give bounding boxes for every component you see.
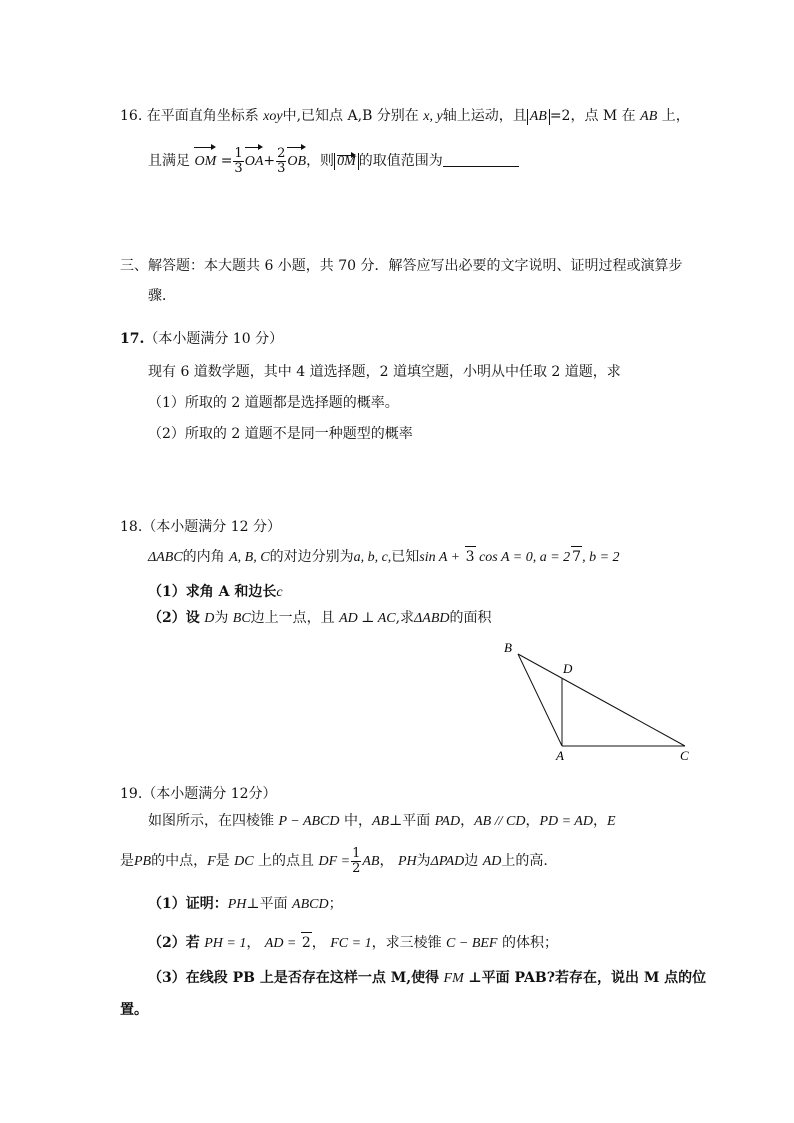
q16-line2: 且满足 OM = $\frac{1}{3}$ OA+ $\frac{2}{3}$ OB，则 0M 的取值范围为 <box>148 145 519 178</box>
vector-oa: OA <box>245 146 264 178</box>
fraction-one-half: $\frac{1}{2}$ <box>352 845 361 876</box>
triangle-figure <box>500 638 700 762</box>
edge-ba <box>518 654 562 746</box>
abs-om: 0M <box>334 153 359 170</box>
q19-part3: （3）在线段 PB 上是否存在这样一点 M,使得 FM ⊥平面 PAB?若存在，说出 M 点的位 <box>148 970 707 986</box>
q19-part3-cont: 置。 <box>120 1002 148 1018</box>
abs-ab: AB <box>527 109 550 125</box>
q18-part2: （2）设 D为 BC边上一点，且 AD ⊥ AC,求ΔABD的面积 <box>148 610 492 626</box>
section3-heading-cont: 骤． <box>148 288 176 304</box>
vector-ob: OB <box>287 146 306 178</box>
q16-number: 16. <box>120 108 143 124</box>
sqrt-7: 7 <box>571 546 582 567</box>
q19-part1: （1）证明：PH⊥平面 ABCD； <box>148 896 343 912</box>
fraction-two-thirds: $\frac{2}{3}$ <box>277 145 286 176</box>
q19-header: 19.（本小题满分 12分） <box>120 786 277 802</box>
q17-header: 17.（本小题满分 10 分） <box>120 331 284 347</box>
sqrt-3: 3 <box>465 546 476 567</box>
q19-line2: 是PB的中点，F是 DC 上的点且 DF = $\frac{1}{2}$ AB， PH为ΔPAD边 AD上的高. <box>120 845 548 876</box>
q16-line1: 16. 在平面直角坐标系 xoy中,已知点 A,B 分别在 x, y轴上运动，且 AB =2，点 M 在 AB 上， <box>120 108 690 124</box>
q17-part2: （2）所取的 2 道题不是同一种题型的概率 <box>148 426 413 442</box>
edge-bc <box>518 654 685 746</box>
q18-header: 18.（本小题满分 12 分） <box>120 519 281 535</box>
label-d: D <box>563 661 573 676</box>
q18-stem: ΔABC的内角 A, B, C的对边分别为a, b, c,已知sin A + 3 cos A = 0, a = 2 7, b = 2 <box>148 546 620 568</box>
label-c: C <box>680 748 689 762</box>
section3-heading: 三、解答题：本大题共 6 小题，共 70 分．解答应写出必要的文字说明、证明过程或演算步 <box>120 258 683 274</box>
fraction-one-third: $\frac{1}{3}$ <box>234 145 243 176</box>
answer-blank[interactable] <box>443 152 519 167</box>
q19-line1: 如图所示，在四棱锥 P − ABCD 中，AB⊥平面 PAD，AB // CD，PD = AD，E <box>148 813 616 829</box>
q17-stem: 现有 6 道数学题，其中 4 道选择题，2 道填空题，小明从中任取 2 道题，求 <box>148 364 621 380</box>
q19-part2: （2）若 PH = 1， AD = 2， FC = 1，求三棱锥 C − BEF 的体积； <box>148 932 558 954</box>
q18-part1: （1）求角 A 和边长c <box>148 584 283 600</box>
sqrt-2: 2 <box>301 932 312 953</box>
q17-part1: （1）所取的 2 道题都是选择题的概率。 <box>148 395 399 411</box>
label-b: B <box>504 640 512 655</box>
label-a: A <box>556 748 564 762</box>
vector-om: OM <box>194 146 216 178</box>
